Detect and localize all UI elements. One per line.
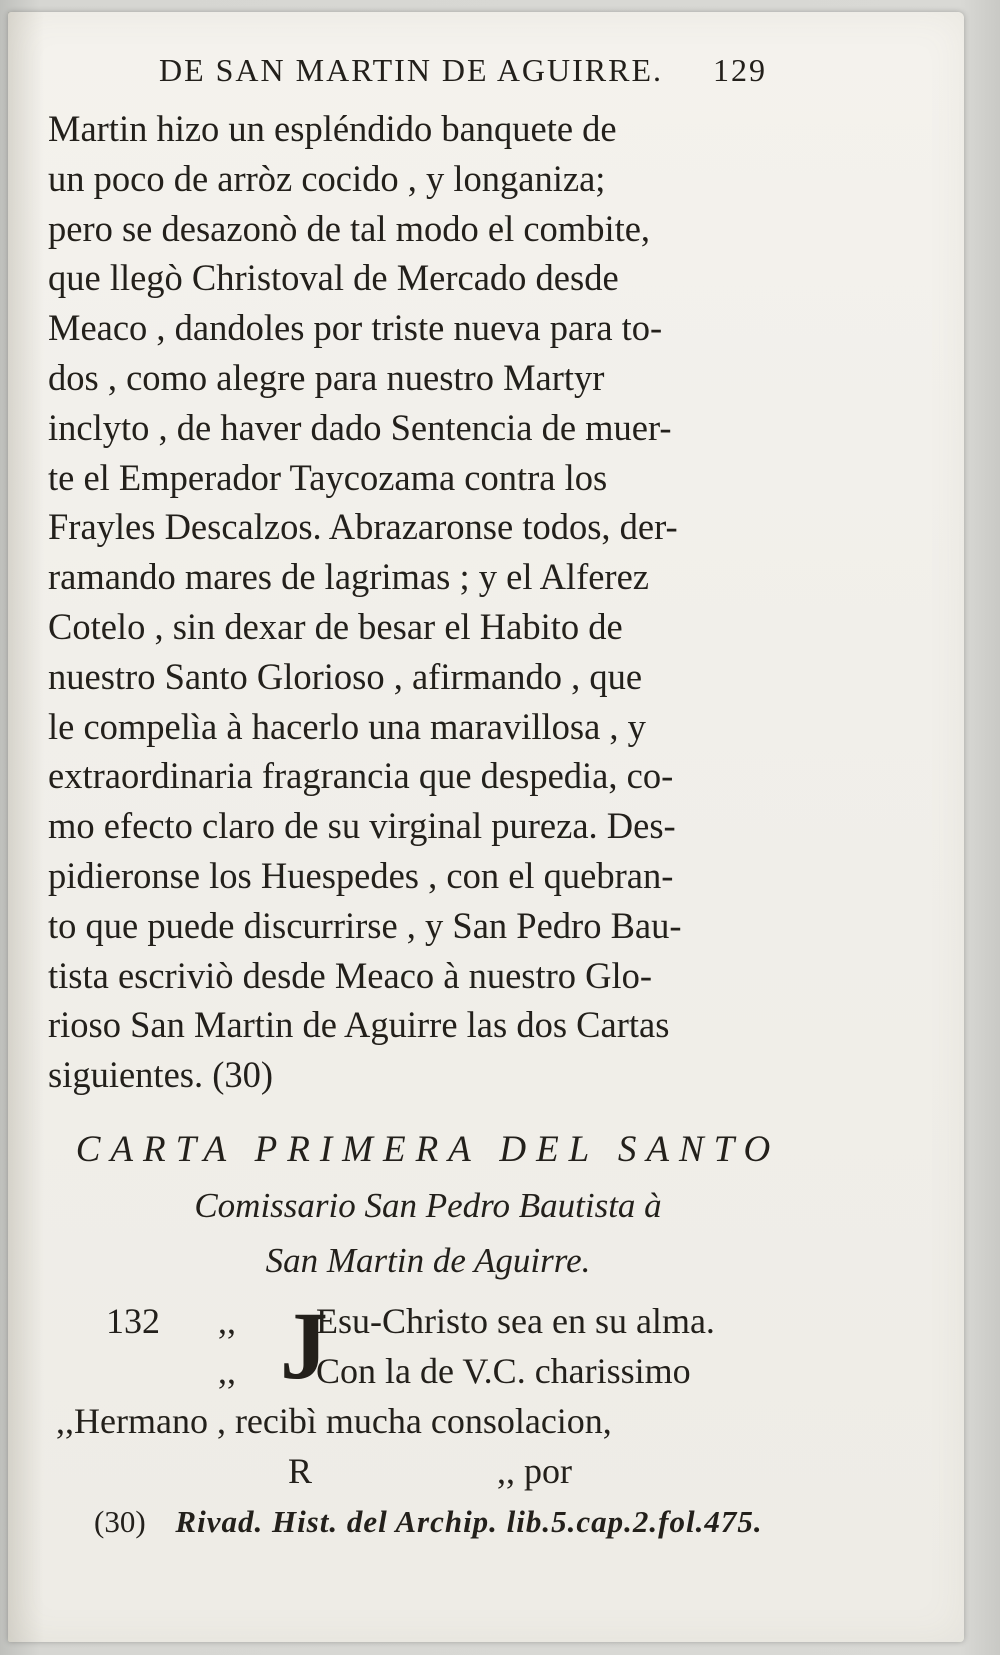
footnote-marker: (30): [94, 1503, 146, 1539]
text-line: te el Emperador Taycozama contra los: [48, 456, 608, 498]
body-text: [48, 104, 808, 1100]
running-head-title: DE SAN MARTIN DE AGUIRRE.: [158, 52, 664, 88]
heading-line-3: San Martin de Aguirre.: [265, 1240, 591, 1280]
text-line: inclyto , de haver dado Sentencia de muer-: [48, 406, 672, 448]
text-line: dos , como alegre para nuestro Martyr: [48, 356, 605, 398]
text-line: to que puede discurrirse , y San Pedro Bau-: [48, 904, 682, 946]
text-line: siguientes. (30): [48, 1054, 274, 1096]
footnote: [94, 1504, 808, 1540]
letter-line-3-text: Hermano , recibì mucha consolacion,: [74, 1400, 612, 1441]
text-line: Martin hizo un espléndido banquete de: [48, 108, 617, 149]
heading-line-2: Comissario San Pedro Bautista à: [194, 1185, 662, 1225]
quote-mark: ,,: [56, 1400, 74, 1441]
text-line: mo efecto claro de su virginal pureza. Des-: [48, 805, 676, 847]
paragraph-number: 132: [106, 1300, 160, 1341]
page-number: 129: [713, 52, 768, 88]
book-page: [8, 12, 964, 1642]
letter-line-3: [56, 1396, 808, 1446]
text-line: ramando mares de lagrimas ; y el Alferez: [48, 556, 649, 598]
drop-cap: J: [280, 1291, 328, 1399]
text-line: pero se desazonò de tal modo el combite,: [48, 207, 651, 249]
letter-heading: [48, 1122, 808, 1288]
footnote-reference: Rivad. Hist. del Archip. lib.5.cap.2.fol.475.: [175, 1503, 763, 1539]
text-line: pidieronse los Huespedes , con el quebran-: [48, 854, 674, 896]
heading-line-1: CARTA PRIMERA DEL SANTO: [75, 1128, 781, 1170]
catchword: ,, por: [497, 1450, 573, 1491]
running-head: [118, 52, 808, 100]
letter-text: [48, 1291, 808, 1496]
text-line: rioso San Martin de Aguirre las dos Cartas: [48, 1004, 670, 1046]
page-content: [48, 52, 808, 1540]
catchword-line: [288, 1446, 808, 1496]
signature-mark: R: [288, 1450, 313, 1491]
text-line: le compelìa à hacerlo una maravillosa , y: [48, 705, 646, 747]
text-line: extraordinaria fragrancia que despedia, co-: [48, 755, 674, 797]
quote-mark: ,,: [218, 1350, 236, 1391]
letter-line-2-text: Con la de V.C. charissimo: [316, 1350, 691, 1391]
text-line: tista escriviò desde Meaco à nuestro Glo-: [48, 954, 653, 996]
text-line: Meaco , dandoles por triste nueva para to-: [48, 307, 663, 349]
text-line: Cotelo , sin dexar de besar el Habito de: [48, 605, 623, 647]
text-line: nuestro Santo Glorioso , afirmando , que: [48, 655, 643, 697]
letter-line-1-text: Esu-Christo sea en su alma.: [316, 1300, 715, 1341]
text-line: que llegò Christoval de Mercado desde: [48, 257, 619, 299]
text-line: un poco de arròz cocido , y longaniza;: [48, 157, 606, 199]
quote-mark: ,,: [218, 1300, 236, 1341]
text-line: Frayles Descalzos. Abrazaronse todos, der-: [48, 506, 678, 548]
